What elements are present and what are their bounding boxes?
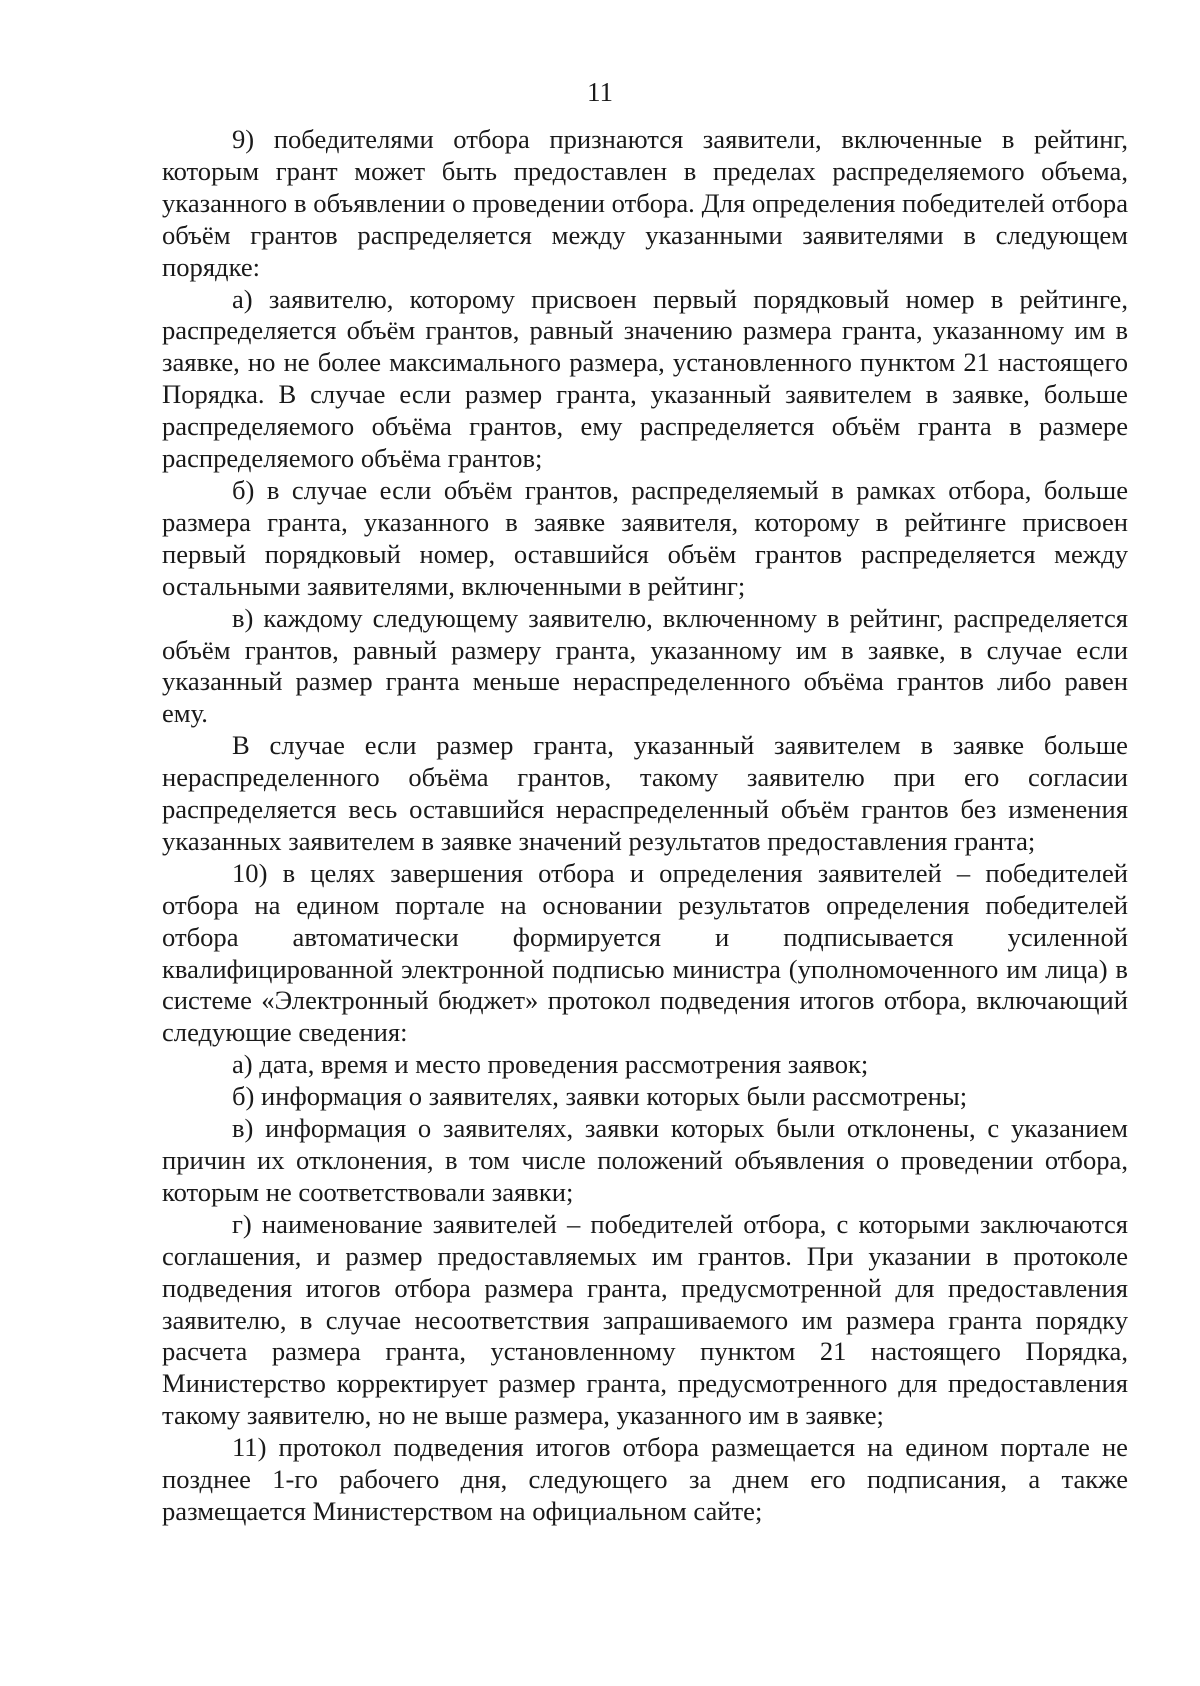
document-body	[162, 124, 1128, 1528]
paragraph-subitem-9a: а) заявителю, которому присвоен первый порядковый номер в рейтинге, распределяется объём грантов, равный значению размера гранта, указанному им в заявке, но не более максимального размера, установленного пунктом 21 настоящего Порядка. В случае если размер гранта, указанный заявителем в заявке, больше распределяемого объёма грантов, ему распределяется объём гранта в размере распределяемого объёма грантов;	[162, 283, 1128, 474]
paragraph-subitem-10g: г) наименование заявителей – победителей отбора, с которыми заключаются соглашения, и размер предоставляемых им грантов. При указании в протоколе подведения итогов отбора размера гранта, предусмотренной для предоставления заявителю, в случае несоответствия запрашиваемого им размера гранта порядку расчета размера гранта, установленному пунктом 21 настоящего Порядка, Министерство корректирует размер гранта, предусмотренного для предоставления такому заявителю, но не выше размера, указанного им в заявке;	[162, 1208, 1128, 1431]
page-number: 11	[587, 77, 613, 107]
paragraph-subitem-10v: в) информация о заявителях, заявки которых были отклонены, с указанием причин их отклонения, в том числе положений объявления о проведении отбора, которым не соответствовали заявки;	[162, 1113, 1128, 1207]
paragraph-subitem-9v: в) каждому следующему заявителю, включенному в рейтинг, распределяется объём грантов, равный размеру гранта, указанному им в заявке, в случае если указанный размер гранта меньше нераспределенного объёма грантов либо равен ему.	[162, 602, 1128, 729]
paragraph-item-9: 9) победителями отбора признаются заявители, включенные в рейтинг, которым грант может быть предоставлен в пределах распределяемого объема, указанного в объявлении о проведении отбора. Для определения победителей отбора объём грантов распределяется между указанными заявителями в следующем порядке:	[162, 124, 1128, 282]
paragraph-item-11: 11) протокол подведения итогов отбора размещается на едином портале не позднее 1-го рабочего дня, следующего за днем его подписания, а также размещается Министерством на официальном сайте;	[162, 1432, 1128, 1526]
paragraph-subitem-9b: б) в случае если объём грантов, распределяемый в рамках отбора, больше размера гранта, указанного в заявке заявителя, которому в рейтинге присвоен первый порядковый номер, оставшийся объём грантов распределяется между остальными заявителями, включенными в рейтинг;	[162, 474, 1128, 601]
paragraph-subitem-10a: а) дата, время и место проведения рассмотрения заявок;	[232, 1049, 869, 1080]
paragraph-item-9-continuation: В случае если размер гранта, указанный заявителем в заявке больше нераспределенного объёма грантов, такому заявителю при его согласии распределяется весь оставшийся нераспределенный объём грантов без изменения указанных заявителем в заявке значений результатов предоставления гранта;	[162, 730, 1128, 856]
paragraph-subitem-10b: б) информация о заявителях, заявки которых были рассмотрены;	[232, 1081, 968, 1112]
paragraph-item-10: 10) в целях завершения отбора и определения заявителей – победителей отбора на едином портале на основании результатов определения победителей отбора автоматически формируется и подписывается усиленной квалифицированной электронной подписью министра (уполномоченного им лица) в системе «Электронный бюджет» протокол подведения итогов отбора, включающий следующие сведения:	[162, 857, 1128, 1048]
